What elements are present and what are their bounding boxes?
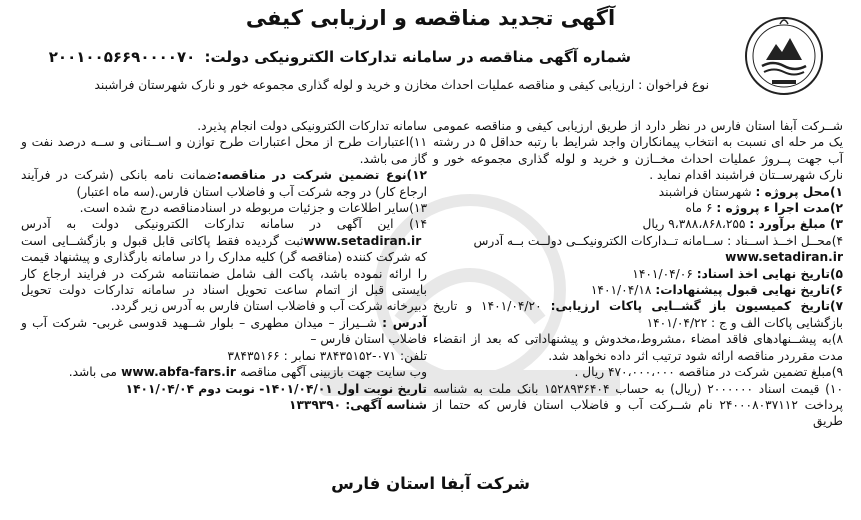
right-col-label: ۶)تاریخ نهایی قبول پیشنهادات: <box>655 283 843 298</box>
left-col-text: ۱۱)اعتبارات طرح از محل اعتبارات طرح توازن و اســتانی و ســه درصد نفت و گاز می باشد. <box>21 135 427 166</box>
left-col-label: شناسه آگهی: ۱۳۳۹۳۹۰ <box>289 397 427 412</box>
right-col-paragraph <box>433 266 843 282</box>
right-col-text: ۶ ماه <box>685 201 717 216</box>
left-col-text: ۱۴) این آگهی در سامانه تدارکات الکترونیکی دولت به آدرس <box>21 217 427 232</box>
left-col-paragraph <box>21 134 427 167</box>
website-link[interactable]: www.setadiran.ir <box>725 250 843 265</box>
left-col-text: ۱۳)سایر اطلاعات و جزئیات مربوطه در اسنادمناقصه درج شده است. <box>79 201 427 216</box>
left-column <box>21 118 427 413</box>
right-col-label: ۲)مدت اجرا ء پروژه : <box>716 201 843 216</box>
left-col-text: ضمانت نامه بانکی (شرکت در فرآیند ارجاع کار) در وجه شرکت آب و فاضلاب استان فارس.(سه ماه اعتبار) <box>21 168 427 199</box>
left-col-paragraph <box>21 381 427 397</box>
left-col-text: شــیراز – میدان مطهری – بلوار شــهید قدوسی غربی- شرکت آب و فاضلاب استان فارس – <box>21 315 427 347</box>
footer-company: شرکت آبفا استان فارس <box>331 474 530 493</box>
right-col-label: ۷)تاریخ کمیسیون باز گشــایی پاکات ارزیابی: <box>550 299 844 314</box>
page-title: آگهی تجدید مناقصه و ارزیابی کیفی <box>245 6 616 30</box>
right-col-paragraph <box>433 233 843 249</box>
website-link[interactable]: www.setadiran.ir <box>303 233 427 248</box>
right-col-paragraph <box>433 200 843 216</box>
right-col-text: ۱۰) قیمت اسناد ۲۰۰۰۰۰۰ (ریال) به حساب ۱۵۲۸۹۳۶۴۰۴ بانک ملت به شناسه پرداخت ۲۴۰۰۰۸۰۳۷۱۱۲ نام شــرکت آب و فاضلاب استان فارس که حتما از طریق <box>433 381 844 429</box>
left-col-paragraph <box>21 364 427 380</box>
right-col-paragraph <box>433 249 843 265</box>
right-col-text: ۱۴۰۱/۰۴/۲۰ و تاریخ بازگشایی پاکات الف و ج : ۱۴۰۱/۰۴/۲۲ <box>433 299 843 330</box>
right-col-paragraph <box>433 216 843 232</box>
right-column <box>433 118 843 430</box>
right-col-text: شهرستان فراشبند <box>658 184 756 199</box>
left-col-label: تاریخ نوبت اول ۱۴۰۱/۰۴/۰۱- نوبت دوم ۱۴۰۱/۰۴/۰۴ <box>125 381 427 396</box>
left-col-paragraph <box>21 315 427 348</box>
right-col-text: شــرکت آبفا استان فارس در نظر دارد از طریق ارزیابی کیفی و مناقصه عمومی یک مر حله ای نسبت به انتخاب پیمانکاران واجد شرایط با رتبه حداقل ۵ در رشته آب جهت پــروژ عملیات احداث مخــازن و خرید و لوله گذاری مجموعه خور و نارک شهرســتان فراشبند اقدام نماید . <box>433 119 843 183</box>
right-col-text: ۴)محــل اخــذ اســناد : ســامانه تــدارکات الکترونیکــی دولــت بــه آدرس <box>473 233 843 248</box>
call-type: نوع فراخوان : ارزیابی کیفی و مناقصه عملیات احداث مخازن و خرید و لوله گذاری مجموعه خور و نارک شهرستان فراشبند <box>94 78 709 92</box>
left-col-paragraph <box>21 397 427 413</box>
left-col-text: می باشد. <box>68 365 117 380</box>
right-col-text: ۹)مبلغ تضمین شرکت در مناقصه ۴۷۰،۰۰۰،۰۰۰ ریال . <box>574 365 843 380</box>
notice-number-line <box>49 48 631 66</box>
left-col-label: ۱۲)نوع تضمین شرکت در مناقصه: <box>216 168 427 183</box>
right-col-label: ۳) مبلغ برآورد : <box>749 217 843 232</box>
notice-number: ۲۰۰۱۰۰۵۶۶۹۰۰۰۰۷۰ <box>48 48 196 66</box>
left-col-text: تلفن: ۰۷۱-۳۸۴۳۵۱۵۲ نمابر : ۳۸۴۳۵۱۶۶ <box>227 348 427 363</box>
right-col-paragraph <box>433 364 843 380</box>
left-col-paragraph <box>21 167 427 200</box>
right-col-text: ۱۴۰۱/۰۴/۰۶ <box>632 266 697 281</box>
website-link[interactable]: www.abfa-fars.ir <box>116 365 241 380</box>
right-col-text: ۱۴۰۱/۰۴/۱۸ <box>590 283 656 298</box>
right-col-text: ۸)به پیشــنهادهای فاقد امضاء ،مشروط،مخدوش و پیشنهاداتی که بعد از انقضاء مدت مقرردر مناقصه ارائه شود ترتیب اثر داده نخواهد شد. <box>433 332 843 363</box>
right-col-paragraph <box>433 331 843 364</box>
left-col-paragraph <box>21 200 427 216</box>
left-col-paragraph <box>21 118 427 134</box>
left-col-label: آدرس : <box>382 315 427 330</box>
right-col-text: ۹،۳۸۸،۸۶۸،۲۵۵ ریال <box>642 217 750 232</box>
left-col-text: وب سایت جهت بازبینی آگهی مناقصه <box>240 365 427 380</box>
left-col-paragraph <box>21 348 427 364</box>
left-col-text: ثبت گردیده فقط پاکاتی قابل قبول و بازگشــایی است که شرکت کننده (مناقصه گر) کلیه مدارک را در سامانه بارگذاری و پیشنهاد قیمت را ارائه نموده باشد، پاکت الف شامل ضمانتنامه شرکت در فرایند ارجاع کار بایستی قبل از اتمام ساعت تحویل اسناد در سامانه تدارکات دولت تحویل دبیرخانه شرکت آب و فاضلاب استان فارس به آدرس زیر گردد. <box>21 233 427 314</box>
right-col-paragraph <box>433 184 843 200</box>
right-col-paragraph <box>433 381 843 430</box>
right-col-paragraph <box>433 298 843 331</box>
notice-number-label: شماره آگهی مناقصه در سامانه تدارکات الکترونیکی دولت: <box>204 48 631 66</box>
left-col-paragraph <box>21 216 427 314</box>
right-col-paragraph <box>433 282 843 298</box>
right-col-label: ۵)تاریخ نهایی اخذ اسناد: <box>696 266 843 281</box>
left-col-text: سامانه تدارکات الکترونیکی دولت انجام پذیرد. <box>197 119 427 133</box>
right-col-label: ۱)محل پروژه : <box>755 184 843 199</box>
right-col-paragraph <box>433 118 843 184</box>
